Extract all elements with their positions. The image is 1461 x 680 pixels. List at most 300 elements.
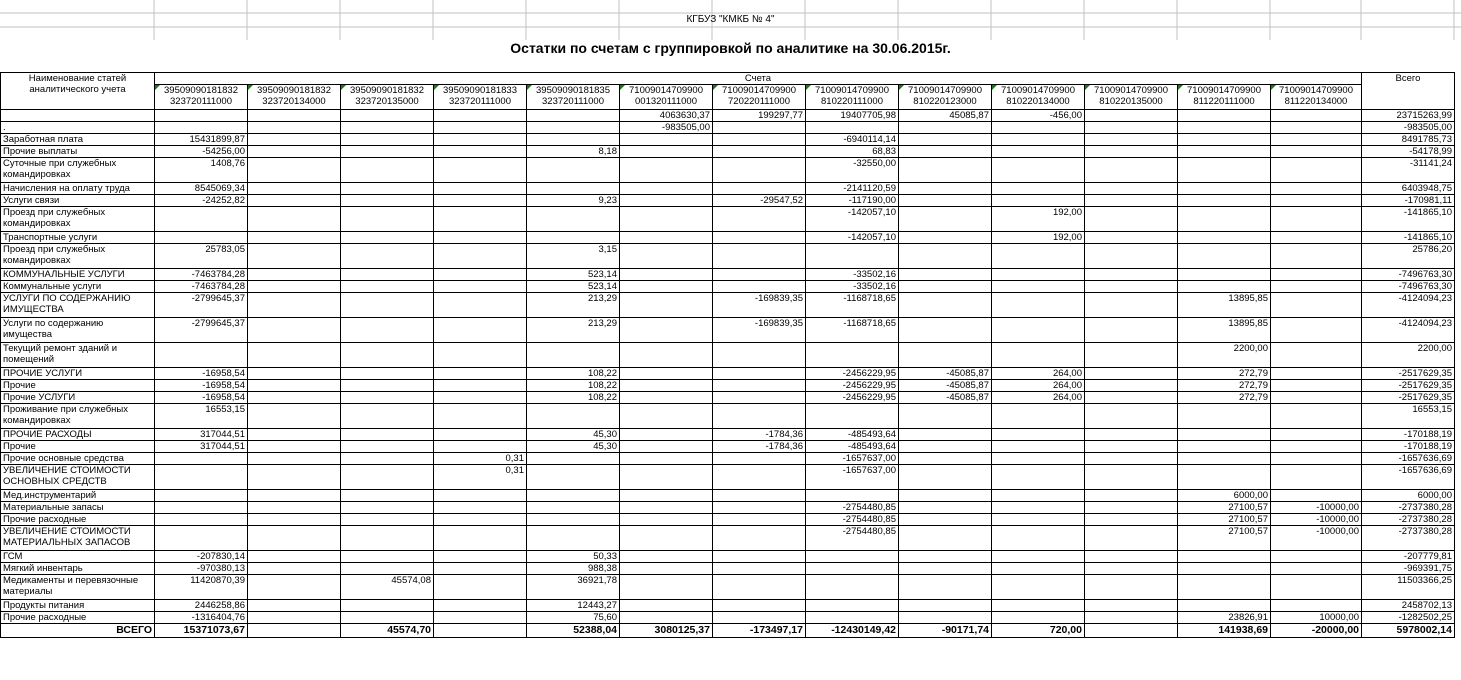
value-cell[interactable] (620, 293, 713, 318)
value-cell[interactable] (155, 207, 248, 232)
value-cell[interactable] (1178, 110, 1271, 122)
value-cell[interactable] (899, 465, 992, 490)
total-value-cell[interactable]: -12430149,42 (806, 624, 899, 638)
value-cell[interactable] (1178, 232, 1271, 244)
value-cell[interactable]: -2799645,37 (155, 318, 248, 343)
value-cell[interactable] (620, 281, 713, 293)
value-cell[interactable] (1178, 453, 1271, 465)
value-cell[interactable]: -2754480,85 (806, 526, 899, 551)
value-cell[interactable] (620, 244, 713, 269)
value-cell[interactable]: -2456229,95 (806, 368, 899, 380)
value-cell[interactable] (341, 122, 434, 134)
value-cell[interactable] (992, 502, 1085, 514)
value-cell[interactable] (341, 183, 434, 195)
value-cell[interactable] (248, 293, 341, 318)
value-cell[interactable]: -54256,00 (155, 146, 248, 158)
value-cell[interactable]: 272,79 (1178, 392, 1271, 404)
value-cell[interactable]: -169839,35 (713, 318, 806, 343)
value-cell[interactable]: -10000,00 (1271, 526, 1362, 551)
value-cell[interactable]: -32550,00 (806, 158, 899, 183)
total-value-cell[interactable]: 45574,70 (341, 624, 434, 638)
value-cell[interactable] (620, 563, 713, 575)
total-value-cell[interactable]: 52388,04 (527, 624, 620, 638)
value-cell[interactable]: -10000,00 (1271, 514, 1362, 526)
value-cell[interactable] (899, 293, 992, 318)
value-cell[interactable] (992, 195, 1085, 207)
value-cell[interactable] (899, 318, 992, 343)
value-cell[interactable]: 108,22 (527, 392, 620, 404)
value-cell[interactable] (620, 232, 713, 244)
row-label[interactable]: Прочие расходные (1, 514, 155, 526)
value-cell[interactable] (434, 244, 527, 269)
value-cell[interactable] (434, 368, 527, 380)
value-cell[interactable] (713, 183, 806, 195)
account-header[interactable] (527, 85, 620, 110)
value-cell[interactable]: -1784,36 (713, 441, 806, 453)
value-cell[interactable] (620, 207, 713, 232)
row-total[interactable]: 2200,00 (1362, 343, 1455, 368)
header-accounts-group[interactable]: Счета (155, 73, 1362, 85)
value-cell[interactable] (341, 465, 434, 490)
value-cell[interactable] (620, 134, 713, 146)
value-cell[interactable]: 75,60 (527, 612, 620, 624)
total-value-cell[interactable]: 15371073,67 (155, 624, 248, 638)
value-cell[interactable]: -142057,10 (806, 207, 899, 232)
value-cell[interactable] (341, 244, 434, 269)
value-cell[interactable]: 264,00 (992, 392, 1085, 404)
row-total[interactable]: -54178,99 (1362, 146, 1455, 158)
row-label[interactable]: Прочие (1, 380, 155, 392)
value-cell[interactable] (1178, 158, 1271, 183)
value-cell[interactable]: 108,22 (527, 380, 620, 392)
row-total[interactable]: 16553,15 (1362, 404, 1455, 429)
value-cell[interactable]: 272,79 (1178, 380, 1271, 392)
value-cell[interactable] (434, 380, 527, 392)
value-cell[interactable] (527, 453, 620, 465)
value-cell[interactable]: 16553,15 (155, 404, 248, 429)
value-cell[interactable]: -1168718,65 (806, 318, 899, 343)
row-label[interactable]: КОММУНАЛЬНЫЕ УСЛУГИ (1, 269, 155, 281)
value-cell[interactable] (527, 232, 620, 244)
value-cell[interactable] (806, 600, 899, 612)
value-cell[interactable] (992, 404, 1085, 429)
value-cell[interactable] (1178, 281, 1271, 293)
value-cell[interactable] (1271, 207, 1362, 232)
value-cell[interactable] (1178, 465, 1271, 490)
row-label[interactable] (1, 110, 155, 122)
value-cell[interactable] (899, 441, 992, 453)
value-cell[interactable]: 45,30 (527, 441, 620, 453)
value-cell[interactable] (713, 465, 806, 490)
value-cell[interactable] (1085, 600, 1178, 612)
value-cell[interactable] (713, 281, 806, 293)
value-cell[interactable] (1085, 269, 1178, 281)
value-cell[interactable] (434, 490, 527, 502)
value-cell[interactable] (713, 575, 806, 600)
value-cell[interactable] (899, 195, 992, 207)
value-cell[interactable] (899, 183, 992, 195)
value-cell[interactable] (248, 514, 341, 526)
row-label[interactable]: Услуги связи (1, 195, 155, 207)
value-cell[interactable] (899, 343, 992, 368)
value-cell[interactable] (434, 122, 527, 134)
value-cell[interactable] (620, 404, 713, 429)
value-cell[interactable]: 317044,51 (155, 429, 248, 441)
row-label[interactable]: Проезд при служебных командировках (1, 207, 155, 232)
row-label[interactable]: УВЕЛИЧЕНИЕ СТОИМОСТИ МАТЕРИАЛЬНЫХ ЗАПАСОВ (1, 526, 155, 551)
value-cell[interactable] (155, 526, 248, 551)
value-cell[interactable] (899, 207, 992, 232)
value-cell[interactable] (1271, 563, 1362, 575)
value-cell[interactable] (899, 490, 992, 502)
row-label[interactable]: Продукты питания (1, 600, 155, 612)
value-cell[interactable]: 213,29 (527, 318, 620, 343)
value-cell[interactable]: 213,29 (527, 293, 620, 318)
value-cell[interactable] (434, 343, 527, 368)
value-cell[interactable]: 988,38 (527, 563, 620, 575)
value-cell[interactable]: -485493,64 (806, 441, 899, 453)
row-label[interactable]: Суточные при служебных командировках (1, 158, 155, 183)
value-cell[interactable] (248, 281, 341, 293)
value-cell[interactable] (992, 293, 1085, 318)
value-cell[interactable]: -117190,00 (806, 195, 899, 207)
value-cell[interactable] (1271, 441, 1362, 453)
value-cell[interactable] (248, 380, 341, 392)
row-label[interactable]: Прочие УСЛУГИ (1, 392, 155, 404)
value-cell[interactable] (620, 183, 713, 195)
value-cell[interactable] (341, 612, 434, 624)
row-label[interactable]: ПРОЧИЕ УСЛУГИ (1, 368, 155, 380)
value-cell[interactable] (248, 429, 341, 441)
value-cell[interactable] (527, 526, 620, 551)
row-total[interactable]: -4124094,23 (1362, 318, 1455, 343)
value-cell[interactable]: -1784,36 (713, 429, 806, 441)
value-cell[interactable] (899, 600, 992, 612)
value-cell[interactable]: -1657637,00 (806, 465, 899, 490)
value-cell[interactable] (341, 600, 434, 612)
row-label[interactable]: Проезд при служебных командировках (1, 244, 155, 269)
value-cell[interactable] (620, 600, 713, 612)
value-cell[interactable] (1178, 183, 1271, 195)
value-cell[interactable] (992, 612, 1085, 624)
row-label[interactable]: Заработная плата (1, 134, 155, 146)
value-cell[interactable] (992, 563, 1085, 575)
value-cell[interactable]: 8545069,34 (155, 183, 248, 195)
value-cell[interactable] (806, 612, 899, 624)
total-value-cell[interactable]: 141938,69 (1178, 624, 1271, 638)
account-header[interactable] (899, 85, 992, 110)
value-cell[interactable] (713, 122, 806, 134)
value-cell[interactable]: -7463784,28 (155, 269, 248, 281)
value-cell[interactable]: -33502,16 (806, 269, 899, 281)
value-cell[interactable] (1271, 158, 1362, 183)
row-total[interactable]: -7496763,30 (1362, 269, 1455, 281)
value-cell[interactable] (1178, 563, 1271, 575)
value-cell[interactable] (434, 207, 527, 232)
value-cell[interactable] (434, 183, 527, 195)
value-cell[interactable] (1271, 244, 1362, 269)
value-cell[interactable] (620, 269, 713, 281)
value-cell[interactable] (899, 158, 992, 183)
value-cell[interactable]: -2754480,85 (806, 514, 899, 526)
value-cell[interactable]: 9,23 (527, 195, 620, 207)
value-cell[interactable] (1271, 551, 1362, 563)
value-cell[interactable] (992, 281, 1085, 293)
value-cell[interactable] (620, 380, 713, 392)
value-cell[interactable] (620, 490, 713, 502)
value-cell[interactable]: -1657637,00 (806, 453, 899, 465)
value-cell[interactable] (248, 392, 341, 404)
value-cell[interactable]: 25783,05 (155, 244, 248, 269)
value-cell[interactable]: -16958,54 (155, 392, 248, 404)
value-cell[interactable] (620, 465, 713, 490)
value-cell[interactable] (992, 551, 1085, 563)
value-cell[interactable] (341, 368, 434, 380)
value-cell[interactable] (1178, 600, 1271, 612)
value-cell[interactable] (620, 318, 713, 343)
row-label[interactable]: Мед.инструментарий (1, 490, 155, 502)
value-cell[interactable] (1178, 244, 1271, 269)
value-cell[interactable] (341, 514, 434, 526)
value-cell[interactable] (434, 502, 527, 514)
value-cell[interactable] (527, 207, 620, 232)
value-cell[interactable] (1271, 318, 1362, 343)
value-cell[interactable] (434, 429, 527, 441)
value-cell[interactable] (248, 368, 341, 380)
row-total[interactable]: -4124094,23 (1362, 293, 1455, 318)
value-cell[interactable] (992, 244, 1085, 269)
value-cell[interactable] (1085, 195, 1178, 207)
value-cell[interactable] (713, 502, 806, 514)
value-cell[interactable]: -2141120,59 (806, 183, 899, 195)
value-cell[interactable]: 4063630,37 (620, 110, 713, 122)
row-total[interactable]: -7496763,30 (1362, 281, 1455, 293)
value-cell[interactable]: -1168718,65 (806, 293, 899, 318)
value-cell[interactable] (341, 269, 434, 281)
value-cell[interactable]: 0,31 (434, 453, 527, 465)
value-cell[interactable] (248, 110, 341, 122)
value-cell[interactable] (992, 441, 1085, 453)
value-cell[interactable]: -29547,52 (713, 195, 806, 207)
value-cell[interactable]: -33502,16 (806, 281, 899, 293)
totals-label[interactable]: ВСЕГО (1, 624, 155, 638)
value-cell[interactable] (155, 110, 248, 122)
value-cell[interactable] (248, 318, 341, 343)
value-cell[interactable] (341, 207, 434, 232)
value-cell[interactable] (527, 404, 620, 429)
value-cell[interactable]: 8,18 (527, 146, 620, 158)
row-label[interactable]: Текущий ремонт зданий и помещений (1, 343, 155, 368)
value-cell[interactable] (713, 563, 806, 575)
value-cell[interactable]: -7463784,28 (155, 281, 248, 293)
value-cell[interactable] (620, 146, 713, 158)
row-label[interactable]: Коммунальные услуги (1, 281, 155, 293)
value-cell[interactable] (620, 441, 713, 453)
header-name-column[interactable]: Наименование статей аналитического учета (1, 73, 155, 110)
value-cell[interactable] (899, 232, 992, 244)
value-cell[interactable] (155, 453, 248, 465)
row-label[interactable]: Медикаменты и перевязочные материалы (1, 575, 155, 600)
value-cell[interactable] (341, 195, 434, 207)
account-header[interactable] (341, 85, 434, 110)
value-cell[interactable] (992, 146, 1085, 158)
value-cell[interactable] (1085, 514, 1178, 526)
value-cell[interactable] (899, 429, 992, 441)
value-cell[interactable] (341, 453, 434, 465)
value-cell[interactable]: 27100,57 (1178, 514, 1271, 526)
value-cell[interactable] (1085, 281, 1178, 293)
value-cell[interactable] (899, 122, 992, 134)
value-cell[interactable] (1178, 269, 1271, 281)
value-cell[interactable] (1271, 453, 1362, 465)
value-cell[interactable]: 45574,08 (341, 575, 434, 600)
value-cell[interactable] (806, 575, 899, 600)
value-cell[interactable] (434, 281, 527, 293)
row-label[interactable]: Прочие выплаты (1, 146, 155, 158)
value-cell[interactable] (248, 158, 341, 183)
value-cell[interactable] (248, 122, 341, 134)
value-cell[interactable] (1271, 293, 1362, 318)
value-cell[interactable] (527, 502, 620, 514)
value-cell[interactable] (1085, 465, 1178, 490)
grand-total[interactable]: 5978002,14 (1362, 624, 1455, 638)
value-cell[interactable] (899, 404, 992, 429)
value-cell[interactable] (620, 551, 713, 563)
value-cell[interactable] (1178, 134, 1271, 146)
value-cell[interactable] (248, 183, 341, 195)
account-header[interactable] (806, 85, 899, 110)
value-cell[interactable] (1085, 612, 1178, 624)
value-cell[interactable]: 523,14 (527, 281, 620, 293)
value-cell[interactable] (155, 502, 248, 514)
value-cell[interactable] (1085, 134, 1178, 146)
value-cell[interactable] (620, 502, 713, 514)
account-header[interactable] (1178, 85, 1271, 110)
value-cell[interactable]: 3,15 (527, 244, 620, 269)
value-cell[interactable] (434, 441, 527, 453)
value-cell[interactable] (1085, 368, 1178, 380)
value-cell[interactable]: -2799645,37 (155, 293, 248, 318)
value-cell[interactable]: 13895,85 (1178, 318, 1271, 343)
row-total[interactable]: -2517629,35 (1362, 380, 1455, 392)
value-cell[interactable] (1085, 232, 1178, 244)
value-cell[interactable]: 27100,57 (1178, 502, 1271, 514)
account-header[interactable] (1085, 85, 1178, 110)
value-cell[interactable] (248, 453, 341, 465)
value-cell[interactable] (899, 551, 992, 563)
value-cell[interactable] (713, 207, 806, 232)
row-label[interactable]: Прочие (1, 441, 155, 453)
value-cell[interactable] (992, 429, 1085, 441)
value-cell[interactable] (248, 502, 341, 514)
value-cell[interactable] (1085, 453, 1178, 465)
account-header[interactable] (248, 85, 341, 110)
value-cell[interactable] (248, 575, 341, 600)
value-cell[interactable] (341, 551, 434, 563)
row-total[interactable]: -1282502,25 (1362, 612, 1455, 624)
value-cell[interactable] (713, 343, 806, 368)
row-label[interactable]: Услуги по содержанию имущества (1, 318, 155, 343)
row-total[interactable]: -2517629,35 (1362, 368, 1455, 380)
value-cell[interactable] (341, 281, 434, 293)
value-cell[interactable]: 19407705,98 (806, 110, 899, 122)
value-cell[interactable] (620, 453, 713, 465)
value-cell[interactable] (1271, 429, 1362, 441)
value-cell[interactable] (1085, 293, 1178, 318)
value-cell[interactable]: -485493,64 (806, 429, 899, 441)
value-cell[interactable] (434, 232, 527, 244)
row-total[interactable]: -170188,19 (1362, 429, 1455, 441)
row-total[interactable]: 2458702,13 (1362, 600, 1455, 612)
value-cell[interactable]: 36921,78 (527, 575, 620, 600)
row-label[interactable]: Начисления на оплату труда (1, 183, 155, 195)
value-cell[interactable] (1085, 429, 1178, 441)
value-cell[interactable] (992, 183, 1085, 195)
value-cell[interactable]: -207830,14 (155, 551, 248, 563)
value-cell[interactable] (713, 269, 806, 281)
value-cell[interactable] (992, 600, 1085, 612)
value-cell[interactable] (713, 514, 806, 526)
value-cell[interactable] (1271, 146, 1362, 158)
value-cell[interactable] (341, 293, 434, 318)
value-cell[interactable] (1178, 146, 1271, 158)
value-cell[interactable] (248, 269, 341, 281)
value-cell[interactable] (341, 441, 434, 453)
row-total[interactable]: -983505,00 (1362, 122, 1455, 134)
value-cell[interactable] (248, 232, 341, 244)
value-cell[interactable] (155, 122, 248, 134)
value-cell[interactable]: 68,83 (806, 146, 899, 158)
value-cell[interactable] (806, 563, 899, 575)
row-total[interactable]: -1657636,69 (1362, 465, 1455, 490)
value-cell[interactable] (248, 490, 341, 502)
value-cell[interactable] (806, 490, 899, 502)
value-cell[interactable] (1085, 404, 1178, 429)
value-cell[interactable] (992, 343, 1085, 368)
value-cell[interactable] (992, 575, 1085, 600)
value-cell[interactable] (713, 404, 806, 429)
row-total[interactable]: -969391,75 (1362, 563, 1455, 575)
value-cell[interactable]: 12443,27 (527, 600, 620, 612)
value-cell[interactable] (434, 612, 527, 624)
value-cell[interactable] (620, 429, 713, 441)
value-cell[interactable]: -24252,82 (155, 195, 248, 207)
value-cell[interactable] (341, 404, 434, 429)
value-cell[interactable] (992, 526, 1085, 551)
value-cell[interactable] (341, 158, 434, 183)
value-cell[interactable]: -456,00 (992, 110, 1085, 122)
value-cell[interactable] (1271, 110, 1362, 122)
value-cell[interactable]: 199297,77 (713, 110, 806, 122)
value-cell[interactable]: 523,14 (527, 269, 620, 281)
value-cell[interactable] (1178, 404, 1271, 429)
row-label[interactable]: Материальные запасы (1, 502, 155, 514)
value-cell[interactable] (1085, 526, 1178, 551)
value-cell[interactable] (1271, 122, 1362, 134)
value-cell[interactable] (434, 146, 527, 158)
value-cell[interactable]: 1408,76 (155, 158, 248, 183)
value-cell[interactable] (1085, 490, 1178, 502)
value-cell[interactable] (341, 526, 434, 551)
value-cell[interactable] (1271, 269, 1362, 281)
value-cell[interactable] (992, 514, 1085, 526)
row-label[interactable]: Проживание при служебных командировках (1, 404, 155, 429)
value-cell[interactable] (527, 490, 620, 502)
value-cell[interactable]: 23826,91 (1178, 612, 1271, 624)
value-cell[interactable] (806, 343, 899, 368)
value-cell[interactable] (1085, 110, 1178, 122)
value-cell[interactable] (341, 146, 434, 158)
